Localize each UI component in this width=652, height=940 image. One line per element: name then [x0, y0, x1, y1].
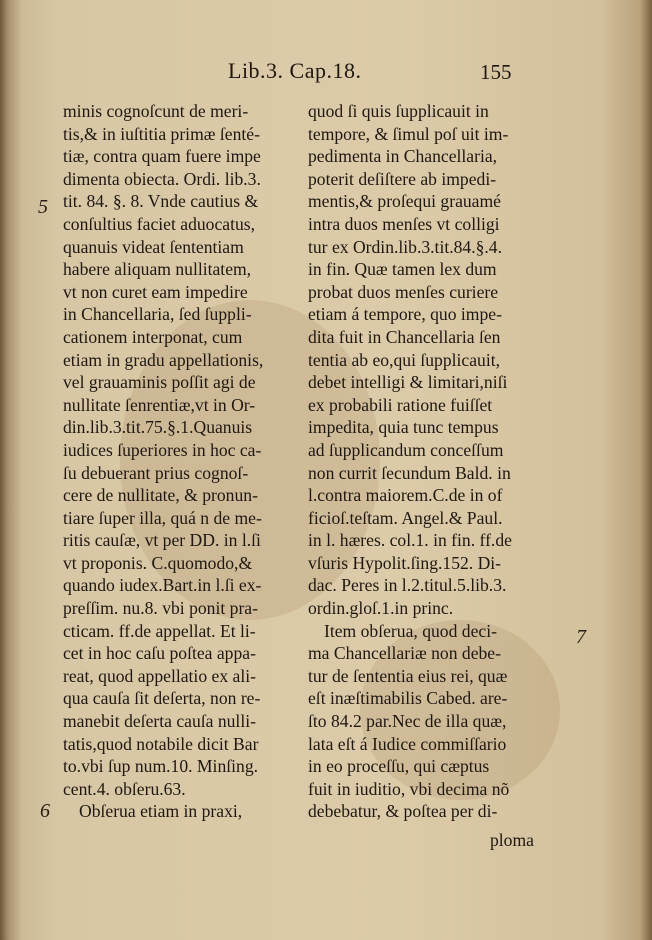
text-line: vt non curet eam impedire	[63, 281, 248, 302]
text-line: tempore, & ſimul poſ uit im-	[308, 123, 509, 144]
text-line: ordin.gloſ.1.in princ.	[308, 598, 454, 619]
catchword: ploma	[490, 830, 534, 850]
text-line: tis,& in iuſtitia primæ ſenté-	[63, 123, 260, 144]
text-line: ſto 84.2 par.Nec de illa quæ,	[308, 711, 507, 732]
margin-number: 6	[40, 800, 50, 822]
text-line: cationem interponat, cum	[63, 326, 243, 347]
margin-number: 5	[38, 196, 48, 218]
text-line: iudices ſuperiores in hoc ca-	[63, 439, 262, 460]
text-line: nullitate ſenrentiæ,vt in Or-	[63, 394, 256, 415]
text-line: habere aliquam nullitatem,	[63, 259, 252, 280]
text-line: reat, quod appellatio ex ali-	[63, 665, 256, 686]
text-line: fuit in iuditio, vbi decima nõ	[308, 778, 510, 799]
text-line: debebatur, & poſtea per di-	[308, 801, 498, 822]
text-line: in eo proceſſu, qui cæptus	[308, 756, 490, 777]
page-header	[0, 58, 652, 88]
text-line: non currit ſecundum Bald. in	[308, 462, 511, 483]
text-line: ritis cauſæ, vt per DD. in l.ſi	[63, 530, 261, 551]
text-line: lata eſt á Iudice commiſſario	[308, 733, 507, 754]
text-line: impedita, quia tunc tempus	[308, 417, 499, 438]
text-line: tur ex Ordin.lib.3.tit.84.§.4.	[308, 236, 503, 257]
text-line: preſſim. nu.8. vbi ponit pra-	[63, 598, 258, 619]
text-line: dimenta obiecta. Ordi. lib.3.	[63, 168, 261, 189]
text-line: in l. hæres. col.1. in fin. ff.de	[308, 530, 512, 551]
running-head: Lib.3. Cap.18.	[228, 58, 362, 83]
text-line: tentia ab eo,qui ſupplicauit,	[308, 349, 501, 370]
text-line: ad ſupplicandum conceſſum	[308, 439, 504, 460]
text-line: manebit deſerta cauſa nulli-	[63, 711, 256, 732]
text-line: cticam. ff.de appellat. Et li-	[63, 620, 256, 641]
text-line: intra duos menſes vt colligi	[308, 213, 500, 234]
text-line: dac. Peres in l.2.titul.5.lib.3.	[308, 575, 507, 596]
text-line: ſu debuerant prius cognoſ-	[63, 462, 249, 483]
text-line: dita fuit in Chancellaria ſen	[308, 326, 501, 347]
text-line: pedimenta in Chancellaria,	[308, 146, 498, 167]
text-line: vſuris Hypolit.ſing.152. Di-	[308, 552, 502, 573]
text-line: ficioſ.teſtam. Angel.& Paul.	[308, 507, 503, 528]
text-line: ex probabili ratione fuiſſet	[308, 394, 493, 415]
text-line: Obſerua etiam in praxi,	[79, 801, 243, 822]
text-line: etiam in gradu appellationis,	[63, 349, 264, 370]
text-line: eſt inæſtimabilis Cabed. are-	[308, 688, 508, 709]
margin-number: 7	[576, 626, 586, 648]
text-line: l.contra maiorem.C.de in of	[308, 485, 503, 506]
text-line: debet intelligi & limitari,niſi	[308, 372, 508, 393]
text-line: tiare ſuper illa, quá n de me-	[63, 507, 262, 528]
page-number: 155	[480, 60, 512, 84]
text-line: conſultius faciet aduocatus,	[63, 213, 256, 234]
left-column	[63, 100, 295, 823]
text-line: cere de nullitate, & pronun-	[63, 485, 258, 506]
text-line: tiæ, contra quam fuere impe	[63, 146, 261, 167]
text-line: in fin. Quæ tamen lex dum	[308, 259, 497, 280]
text-line: quando iudex.Bart.in l.ſi ex-	[63, 575, 262, 596]
text-line: Item obſerua, quod deci-	[324, 620, 497, 641]
text-line: vel grauaminis poſſit agi de	[63, 372, 256, 393]
text-line: qua cauſa ſit deſerta, non re-	[63, 688, 261, 709]
text-line: quod ſi quis ſupplicauit in	[308, 101, 489, 121]
text-line: mentis,& proſequi grauamé	[308, 191, 501, 212]
text-line: etiam á tempore, quo impe-	[308, 304, 502, 325]
text-line: probat duos menſes curiere	[308, 281, 499, 302]
text-line: din.lib.3.tit.75.§.1.Quanuis	[63, 417, 253, 438]
text-line: to.vbi ſup num.10. Minſing.	[63, 756, 259, 777]
text-line: poterit deſiſtere ab impedi-	[308, 168, 497, 189]
text-line: tit. 84. §. 8. Vnde cautius &	[63, 191, 259, 212]
text-line: minis cognoſcunt de meri-	[63, 101, 249, 121]
text-line: vt proponis. C.quomodo,&	[63, 552, 253, 573]
text-line: ma Chancellariæ non debe-	[308, 643, 501, 664]
right-column	[308, 100, 540, 823]
text-line: cet in hoc caſu poſtea appa-	[63, 643, 256, 664]
text-line: cent.4. obſeru.63.	[63, 778, 186, 799]
text-line: tur de ſententia eius rei, quæ	[308, 665, 508, 686]
text-line: quanuis videat ſententiam	[63, 236, 244, 257]
text-line: in Chancellaria, ſed ſuppli-	[63, 304, 252, 325]
text-line: tatis,quod notabile dicit Bar	[63, 733, 259, 754]
